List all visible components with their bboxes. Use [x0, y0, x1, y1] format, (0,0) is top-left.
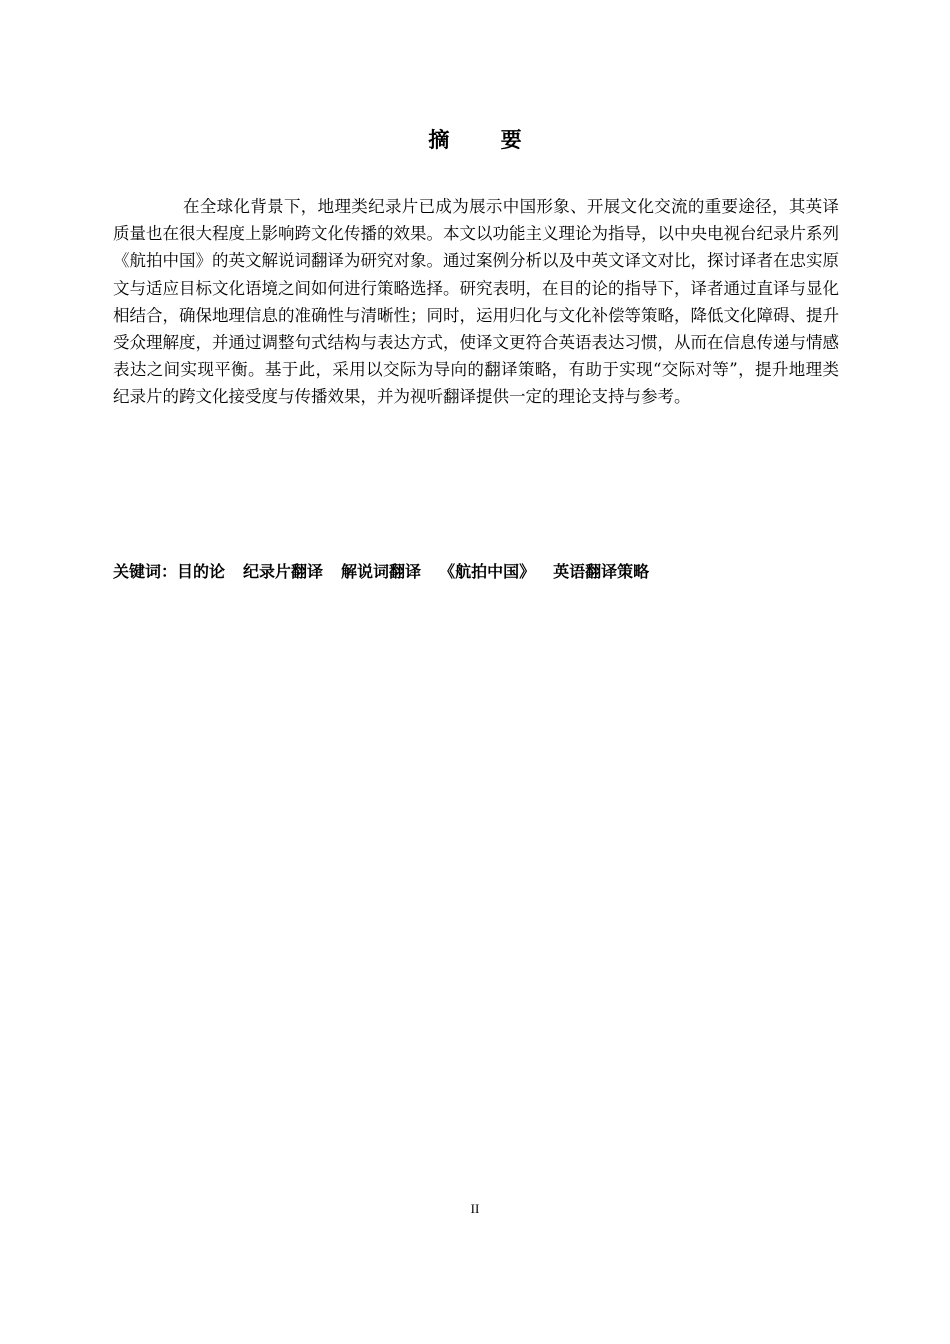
abstract-title: 摘 要	[428, 128, 544, 152]
keywords-line	[113, 559, 873, 585]
keyword-item: 目的论	[177, 562, 226, 581]
keyword-item: 解说词翻译	[341, 562, 422, 581]
abstract-paragraph: 在全球化背景下，地理类纪录片已成为展示中国形象、开展文化交流的重要途径，其英译质量也在很大程度上影响跨文化传播的效果。本文以功能主义理论为指导，以中央电视台纪录片系列《航拍中国》的英文解说词翻译为研究对象。通过案例分析以及中英文译文对比，探讨译者在忠实原文与适应目标文化语境之间如何进行策略选择。研究表明，在目的论的指导下，译者通过直译与显化相结合，确保地理信息的准确性与清晰性；同时，运用归化与文化补偿等策略，降低文化障碍、提升受众理解度，并通过调整句式结构与表达方式，使译文更符合英语表达习惯，从而在信息传递与情感表达之间实现平衡。基于此，采用以交际为导向的翻译策略，有助于实现“交际对等”，提升地理类纪录片的跨文化接受度与传播效果，并为视听翻译提供一定的理论支持与参考。	[113, 197, 839, 407]
keyword-item: 《航拍中国》	[439, 562, 536, 581]
keyword-item: 纪录片翻译	[243, 562, 324, 581]
page-number: II	[470, 1201, 480, 1216]
keywords-label: 关键词：	[113, 562, 178, 581]
keyword-item: 英语翻译策略	[553, 562, 650, 581]
